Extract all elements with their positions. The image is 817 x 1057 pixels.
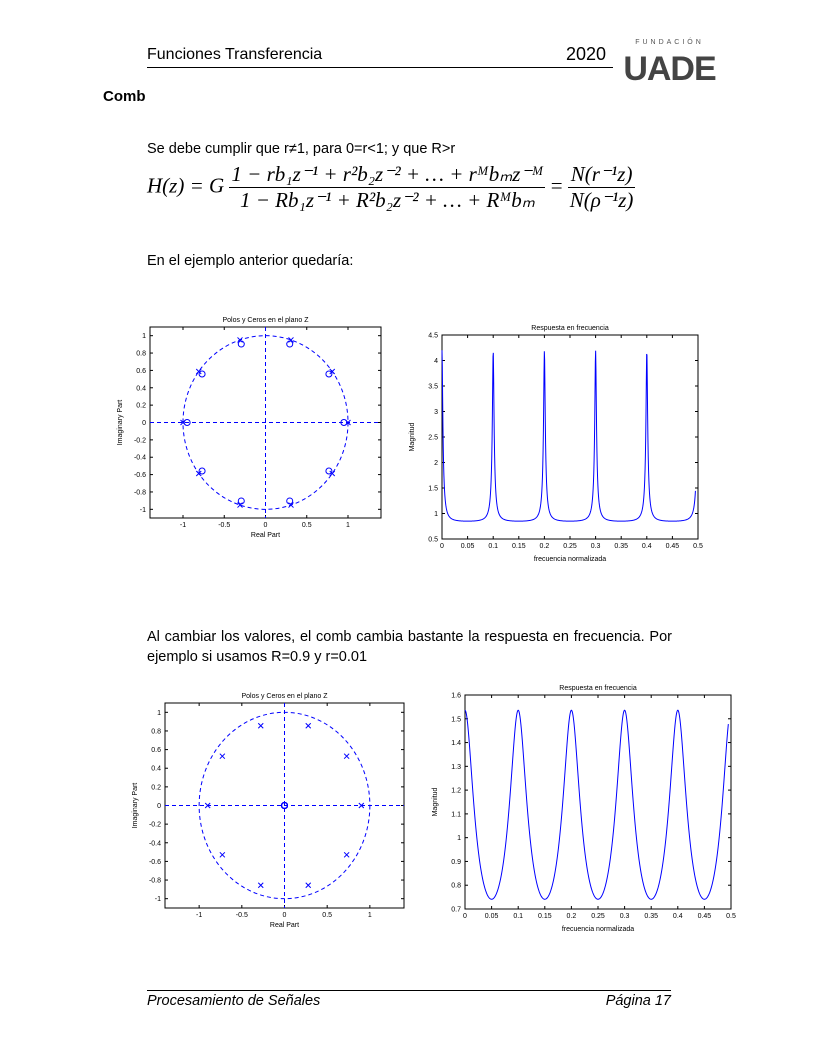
x-tick-label: 1 xyxy=(346,522,350,529)
y-tick-label: -1 xyxy=(154,896,161,904)
x-tick-label: 0.25 xyxy=(563,543,577,550)
equation-denominator: 1 − Rb₁z⁻¹ + R²b₂z⁻² + … + Rᴹbₘ xyxy=(240,188,535,212)
y-tick-label: -0.2 xyxy=(148,821,161,829)
y-tick-label: 0.9 xyxy=(451,858,461,866)
y-tick-label: 0.4 xyxy=(151,765,161,773)
example-intro: En el ejemplo anterior quedaría: xyxy=(147,253,354,269)
x-tick-label: 0.15 xyxy=(511,543,526,550)
y-tick-label: 0.6 xyxy=(151,747,161,755)
x-tick-label: 1 xyxy=(367,912,372,919)
footer-left: Procesamiento de Señales xyxy=(147,993,321,1009)
x-tick-label: 0.1 xyxy=(488,543,499,550)
x-tick-label: 0 xyxy=(440,543,444,550)
x-tick-label: 0.45 xyxy=(697,913,712,920)
y-tick-label: 0.5 xyxy=(428,536,438,544)
x-tick-label: 0.25 xyxy=(591,913,605,920)
chart-title: Polos y Ceros en el plano Z xyxy=(222,317,309,324)
x-tick-label: -0.5 xyxy=(218,522,231,529)
y-tick-label: 1 xyxy=(434,511,438,518)
y-tick-label: 1.3 xyxy=(451,763,461,771)
x-tick-label: 0.4 xyxy=(641,543,652,550)
chart-title: Respuesta en frecuencia xyxy=(531,325,609,332)
x-axis-label: Real Part xyxy=(269,922,300,929)
y-tick-label: 0.8 xyxy=(451,882,461,890)
x-tick-label: 0 xyxy=(263,522,268,529)
y-tick-label: -0.8 xyxy=(133,489,146,497)
y-tick-label: 1 xyxy=(457,835,461,843)
x-axis-label: frecuencia normalizada xyxy=(561,926,635,933)
x-tick-label: 0.4 xyxy=(672,913,683,920)
x-tick-label: -1 xyxy=(196,912,203,919)
y-tick-label: 0.7 xyxy=(451,906,461,914)
x-tick-label: 0.05 xyxy=(484,913,499,920)
x-tick-label: 0.45 xyxy=(665,543,680,550)
x-tick-label: 0.3 xyxy=(590,543,601,550)
plot-area xyxy=(465,695,731,909)
equation-lhs: H(z) = G xyxy=(147,173,225,198)
y-tick-label: 0.6 xyxy=(136,367,146,375)
x-tick-label: -1 xyxy=(179,522,187,529)
paragraph: Al cambiar los valores, el comb cambia bastante la respuesta en frecuencia. Por ejemplo si usamos R=0.9 y r=0.01 xyxy=(147,629,672,665)
x-tick-label: 0.2 xyxy=(566,913,577,920)
y-tick-label: -0.6 xyxy=(133,472,146,480)
section-title: Comb xyxy=(103,88,146,105)
x-tick-label: 0.3 xyxy=(619,913,630,920)
y-tick-label: -0.4 xyxy=(133,454,146,462)
chart-title: Respuesta en frecuencia xyxy=(559,685,637,692)
rhs-numerator: N(r⁻¹z) xyxy=(568,162,636,188)
y-tick-label: 1.5 xyxy=(428,485,438,493)
y-tick-label: 0 xyxy=(157,803,161,810)
plot-area xyxy=(442,335,698,539)
x-tick-label: 0.15 xyxy=(537,913,552,920)
y-tick-label: 0 xyxy=(142,420,146,427)
x-tick-label: 0.5 xyxy=(726,913,736,920)
y-tick-label: 0.8 xyxy=(136,350,146,358)
x-tick-label: 0.35 xyxy=(614,543,629,550)
y-tick-label: 0.2 xyxy=(151,784,161,792)
y-tick-label: 1.2 xyxy=(451,787,461,795)
y-tick-label: 0.8 xyxy=(151,728,161,736)
x-tick-label: 0.05 xyxy=(460,543,475,550)
header-title: Funciones Transferencia xyxy=(147,46,323,63)
x-tick-label: 0.35 xyxy=(644,913,659,920)
y-tick-label: -0.6 xyxy=(148,858,161,866)
equation-numerator: 1 − rb₁z⁻¹ + r²b₂z⁻² + … + rᴹbₘz⁻ᴹ xyxy=(231,162,544,186)
footer-rule xyxy=(147,990,671,991)
y-tick-label: -0.2 xyxy=(133,437,146,445)
y-tick-label: 4.5 xyxy=(428,332,438,340)
y-tick-label: 1.6 xyxy=(451,692,461,700)
y-tick-label: 1 xyxy=(157,709,161,717)
x-tick-label: -0.5 xyxy=(235,912,248,919)
condition-text: Se debe cumplir que r≠1, para 0=r<1; y que R>r xyxy=(147,141,456,157)
y-tick-label: 1.1 xyxy=(451,811,461,819)
rhs-denominator: N(ρ⁻¹z) xyxy=(569,188,634,212)
y-tick-label: 3.5 xyxy=(428,383,438,391)
x-tick-label: 0.2 xyxy=(539,543,550,550)
x-tick-label: 0.5 xyxy=(693,543,703,550)
footer-page: Página 17 xyxy=(605,993,671,1009)
x-tick-label: 0.5 xyxy=(301,522,312,529)
x-axis-label: Real Part xyxy=(250,532,281,539)
y-tick-label: 3 xyxy=(434,409,438,416)
y-tick-label: -0.4 xyxy=(148,840,161,848)
logo-subtitle: FUNDACIÓN xyxy=(635,39,704,46)
x-axis-label: frecuencia normalizada xyxy=(533,556,607,563)
x-tick-label: 0 xyxy=(282,912,287,919)
y-axis-label: Magnitud xyxy=(409,422,416,452)
y-axis-label: Imaginary Part xyxy=(132,782,139,829)
y-tick-label: -0.8 xyxy=(148,877,161,885)
y-axis-label: Imaginary Part xyxy=(117,399,124,446)
y-tick-label: 4 xyxy=(434,358,438,365)
x-tick-label: 0.5 xyxy=(322,912,333,919)
y-tick-label: 0.4 xyxy=(136,385,146,393)
header-year: 2020 xyxy=(566,44,607,64)
x-tick-label: 0 xyxy=(463,913,467,920)
y-tick-label: 2.5 xyxy=(428,434,438,442)
y-tick-label: 2 xyxy=(434,460,438,467)
x-tick-label: 0.1 xyxy=(513,913,524,920)
equals-sign: = xyxy=(550,173,563,198)
y-axis-label: Magnitud xyxy=(432,787,439,817)
y-tick-label: 1 xyxy=(142,333,146,341)
y-tick-label: -1 xyxy=(139,506,146,514)
y-tick-label: 0.2 xyxy=(136,402,146,410)
logo-main: UADE xyxy=(623,50,716,88)
y-tick-label: 1.5 xyxy=(451,716,461,724)
chart-title: Polos y Ceros en el plano Z xyxy=(241,693,328,700)
y-tick-label: 1.4 xyxy=(451,740,461,748)
